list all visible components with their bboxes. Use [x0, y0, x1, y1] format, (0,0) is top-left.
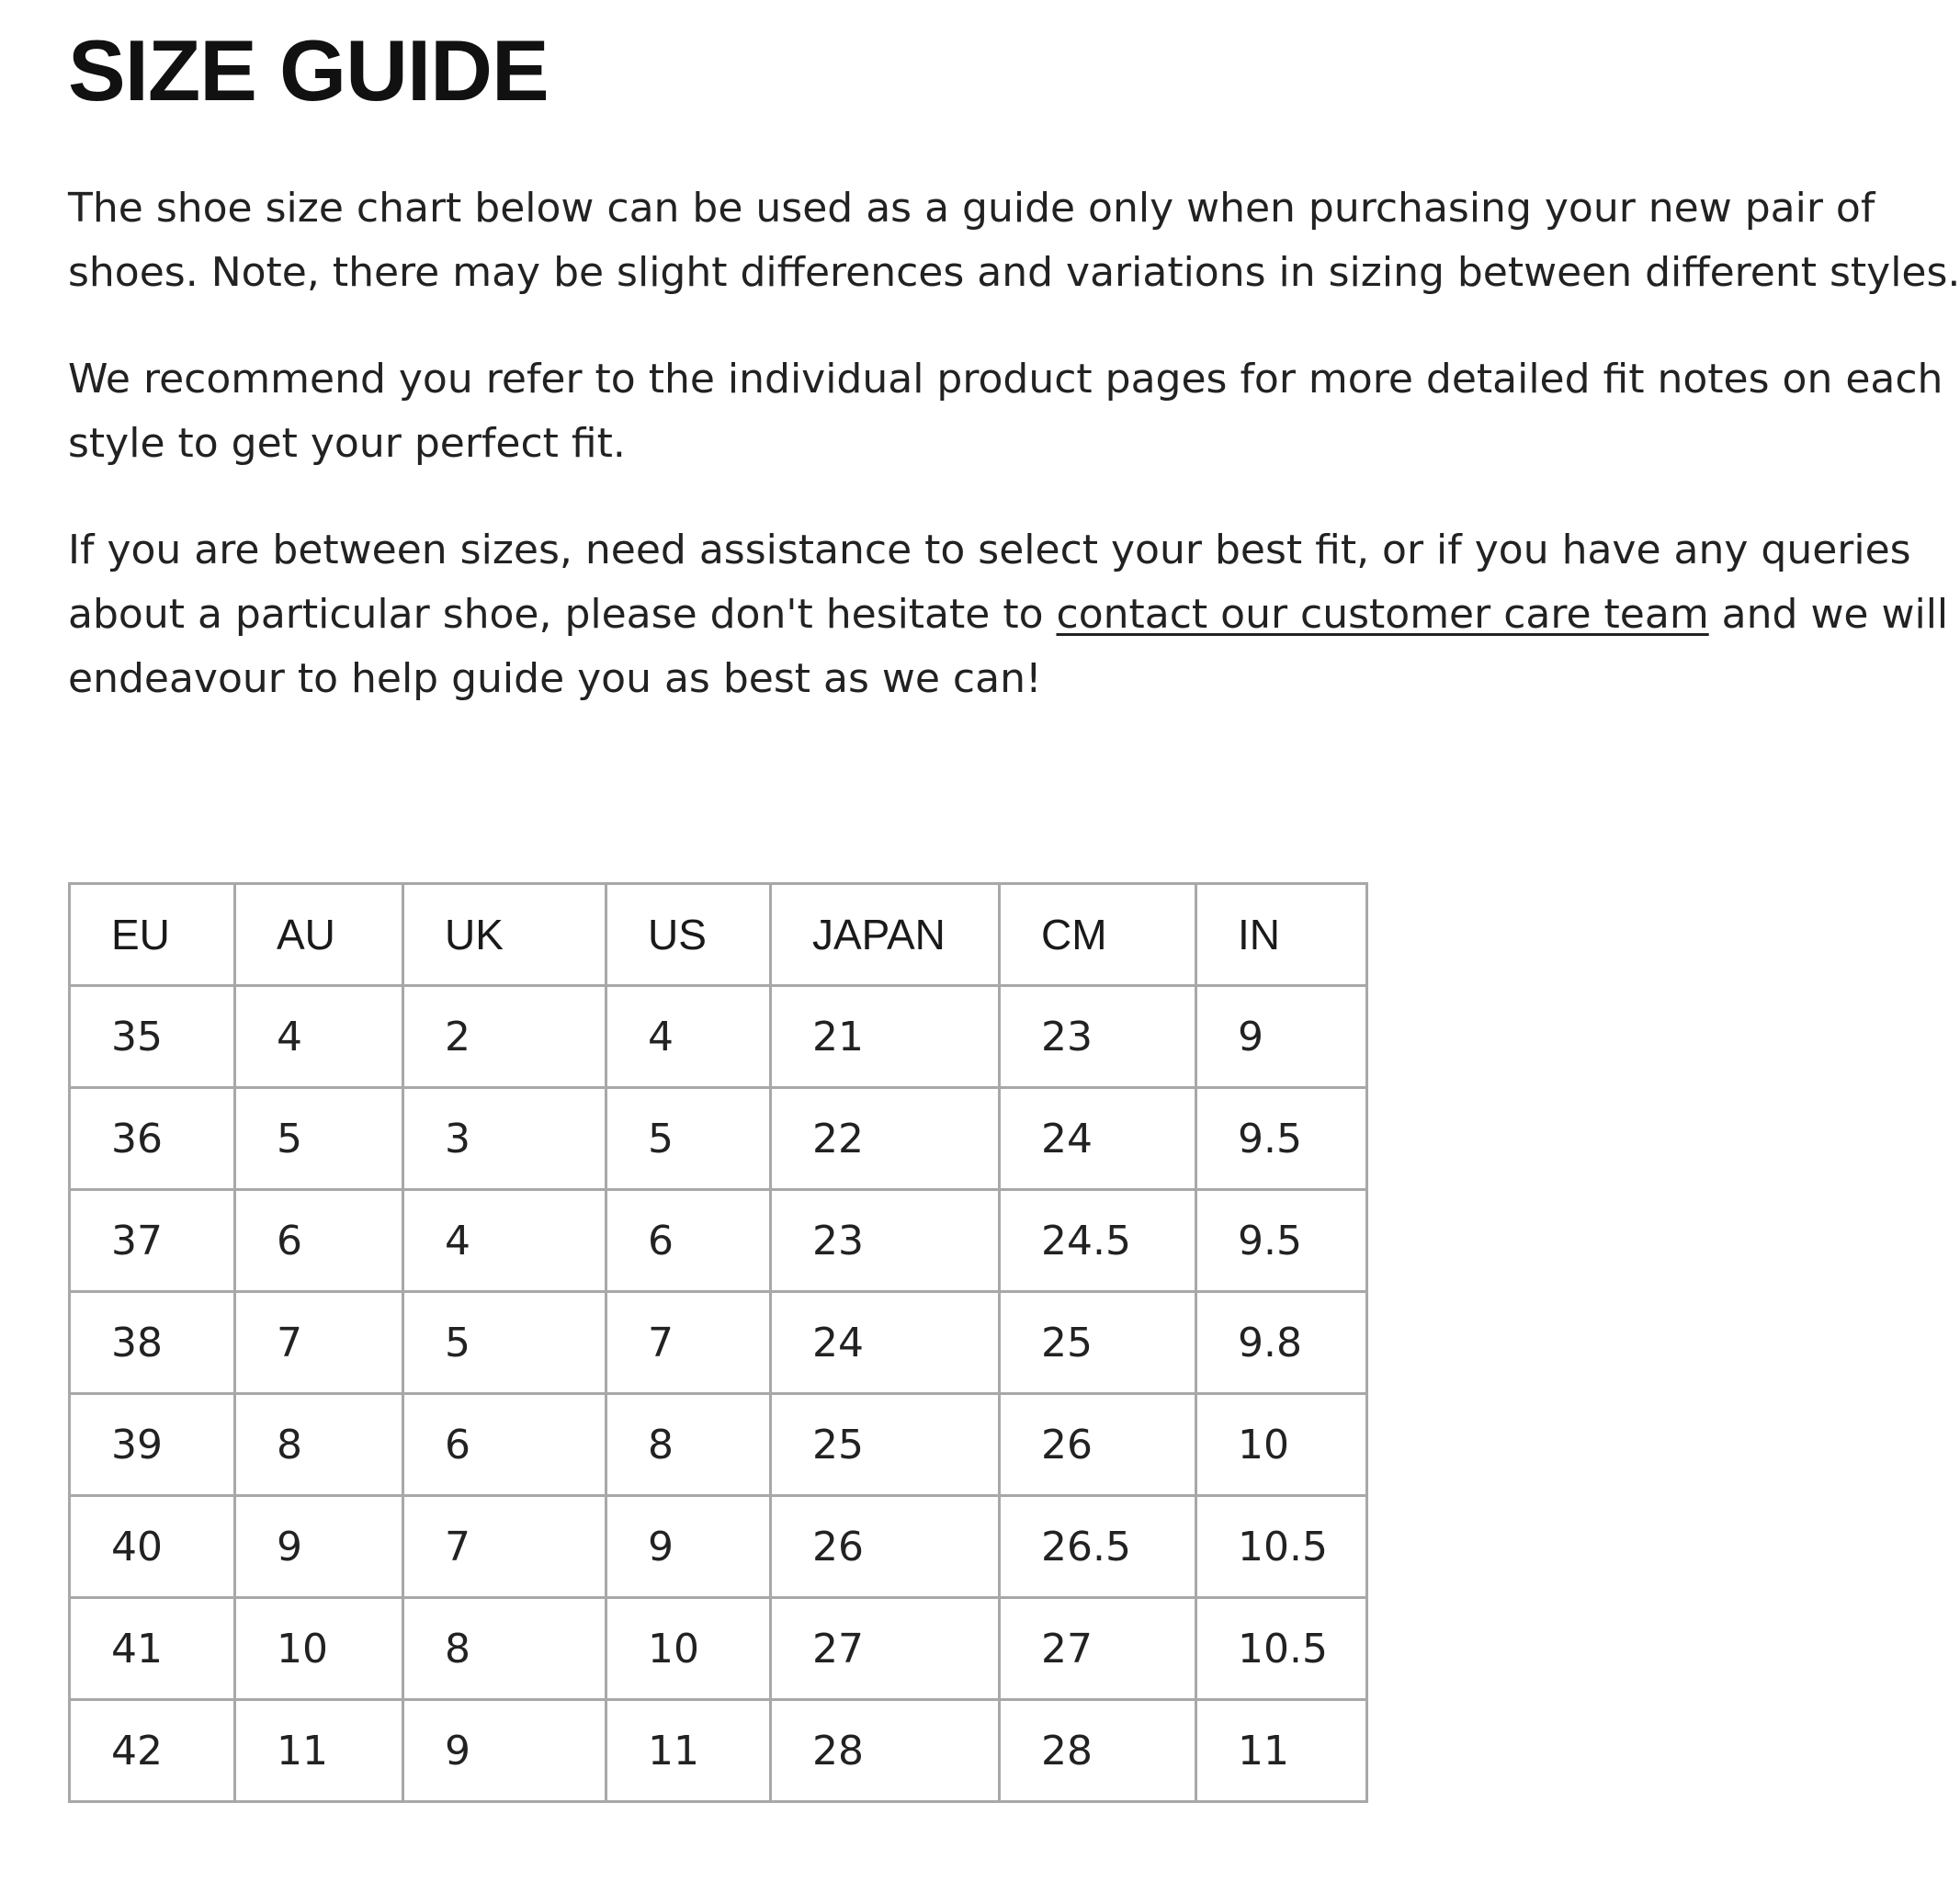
cell-eu: 40 — [70, 1496, 235, 1598]
cell-in: 10.5 — [1196, 1496, 1367, 1598]
cell-in: 9 — [1196, 986, 1367, 1088]
header-japan: JAPAN — [771, 884, 1000, 986]
cell-us: 9 — [606, 1496, 771, 1598]
cell-eu: 42 — [70, 1700, 235, 1802]
intro-paragraph-2-line-1: We recommend you refer to the individual product pages for more detailed fit notes on each — [68, 356, 1943, 402]
header-eu: EU — [70, 884, 235, 986]
cell-us: 10 — [606, 1598, 771, 1700]
cell-japan: 24 — [771, 1292, 1000, 1394]
intro-text — [68, 176, 1960, 754]
cell-japan: 26 — [771, 1496, 1000, 1598]
cell-cm: 26 — [1000, 1394, 1196, 1496]
cell-japan: 27 — [771, 1598, 1000, 1700]
cell-cm: 24 — [1000, 1088, 1196, 1190]
intro-paragraph-3-line-1: If you are between sizes, need assistance to select your best fit, or if you have any queries — [68, 527, 1911, 573]
cell-us: 11 — [606, 1700, 771, 1802]
cell-cm: 23 — [1000, 986, 1196, 1088]
cell-au: 8 — [235, 1394, 403, 1496]
cell-us: 5 — [606, 1088, 771, 1190]
cell-us: 6 — [606, 1190, 771, 1292]
page-title: SIZE GUIDE — [68, 22, 549, 119]
cell-japan: 22 — [771, 1088, 1000, 1190]
intro-paragraph-3-line-2-end: and we will — [1708, 591, 1949, 638]
customer-care-link[interactable]: contact our customer care team — [1056, 591, 1709, 638]
size-chart-table — [68, 882, 1368, 1803]
table-row — [70, 1088, 1367, 1190]
cell-uk: 7 — [403, 1496, 606, 1598]
cell-japan: 25 — [771, 1394, 1000, 1496]
cell-uk: 3 — [403, 1088, 606, 1190]
cell-us: 8 — [606, 1394, 771, 1496]
table-row — [70, 1700, 1367, 1802]
cell-us: 7 — [606, 1292, 771, 1394]
cell-eu: 36 — [70, 1088, 235, 1190]
intro-paragraph-2 — [68, 347, 1943, 476]
intro-paragraph-3-line-2-start: about a particular shoe, please don't hesitate to — [68, 591, 1057, 638]
cell-in: 9.5 — [1196, 1088, 1367, 1190]
table-row — [70, 1496, 1367, 1598]
intro-paragraph-1-line-2: shoes. Note, there may be slight differences and variations in sizing between different styles. — [68, 249, 1960, 296]
table-row — [70, 1292, 1367, 1394]
cell-japan: 28 — [771, 1700, 1000, 1802]
cell-cm: 28 — [1000, 1700, 1196, 1802]
cell-au: 11 — [235, 1700, 403, 1802]
header-row — [70, 884, 1367, 986]
cell-cm: 24.5 — [1000, 1190, 1196, 1292]
size-chart-body — [70, 986, 1367, 1802]
cell-au: 5 — [235, 1088, 403, 1190]
cell-japan: 21 — [771, 986, 1000, 1088]
cell-uk: 9 — [403, 1700, 606, 1802]
cell-uk: 5 — [403, 1292, 606, 1394]
intro-paragraph-1 — [68, 176, 1960, 305]
table-row — [70, 1394, 1367, 1496]
header-us: US — [606, 884, 771, 986]
table-row — [70, 986, 1367, 1088]
cell-in: 10.5 — [1196, 1598, 1367, 1700]
header-uk: UK — [403, 884, 606, 986]
cell-uk: 4 — [403, 1190, 606, 1292]
cell-uk: 6 — [403, 1394, 606, 1496]
cell-eu: 35 — [70, 986, 235, 1088]
cell-uk: 8 — [403, 1598, 606, 1700]
cell-cm: 26.5 — [1000, 1496, 1196, 1598]
cell-au: 4 — [235, 986, 403, 1088]
intro-paragraph-1-line-1: The shoe size chart below can be used as a guide only when purchasing your new pair of — [68, 185, 1875, 232]
cell-au: 9 — [235, 1496, 403, 1598]
size-chart-header — [70, 884, 1367, 986]
cell-in: 9.8 — [1196, 1292, 1367, 1394]
cell-cm: 27 — [1000, 1598, 1196, 1700]
cell-uk: 2 — [403, 986, 606, 1088]
cell-eu: 39 — [70, 1394, 235, 1496]
cell-au: 7 — [235, 1292, 403, 1394]
cell-us: 4 — [606, 986, 771, 1088]
cell-cm: 25 — [1000, 1292, 1196, 1394]
table-row — [70, 1190, 1367, 1292]
cell-eu: 37 — [70, 1190, 235, 1292]
intro-paragraph-3 — [68, 518, 1949, 711]
header-au: AU — [235, 884, 403, 986]
cell-in: 11 — [1196, 1700, 1367, 1802]
intro-paragraph-2-line-2: style to get your perfect fit. — [68, 420, 626, 467]
table-row — [70, 1598, 1367, 1700]
cell-au: 6 — [235, 1190, 403, 1292]
cell-japan: 23 — [771, 1190, 1000, 1292]
cell-eu: 41 — [70, 1598, 235, 1700]
cell-eu: 38 — [70, 1292, 235, 1394]
cell-in: 9.5 — [1196, 1190, 1367, 1292]
header-cm: CM — [1000, 884, 1196, 986]
header-in: IN — [1196, 884, 1367, 986]
cell-au: 10 — [235, 1598, 403, 1700]
intro-paragraph-3-line-3: endeavour to help guide you as best as we can! — [68, 655, 1042, 702]
cell-in: 10 — [1196, 1394, 1367, 1496]
